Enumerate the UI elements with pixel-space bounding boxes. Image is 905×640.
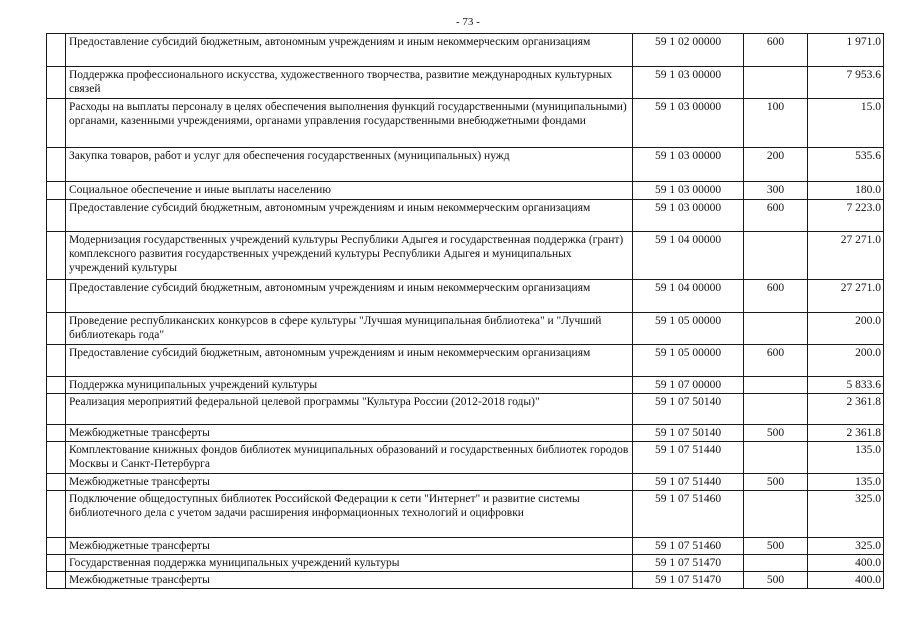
expense-name-cell: Закупка товаров, работ и услуг для обеспечения государственных (муниципальных) нужд bbox=[66, 148, 633, 182]
expense-name-cell: Предоставление субсидий бюджетным, автономным учреждениям и иным некоммерческим организациям bbox=[66, 200, 633, 232]
table-row bbox=[47, 280, 884, 313]
amount-cell: 535.6 bbox=[808, 148, 884, 182]
target-article-code-cell: 59 1 07 00000 bbox=[633, 377, 744, 394]
expense-name-cell: Государственная поддержка муниципальных учреждений культуры bbox=[66, 555, 633, 572]
amount-cell: 400.0 bbox=[808, 572, 884, 589]
expense-name-cell: Расходы на выплаты персоналу в целях обеспечения выполнения функций государственными (муниципальными) органами, казенными учреждениями, органами управления государственными внебюджетными фондами bbox=[66, 99, 633, 148]
table-row bbox=[47, 538, 884, 555]
row-margin-cell bbox=[47, 474, 66, 491]
expense-name-cell: Межбюджетные трансферты bbox=[66, 538, 633, 555]
expense-name-cell: Социальное обеспечение и иные выплаты населению bbox=[66, 182, 633, 200]
table-row bbox=[47, 345, 884, 377]
row-margin-cell bbox=[47, 99, 66, 148]
table-row bbox=[47, 200, 884, 232]
target-article-code-cell: 59 1 07 51470 bbox=[633, 555, 744, 572]
table-row bbox=[47, 99, 884, 148]
amount-cell: 325.0 bbox=[808, 538, 884, 555]
row-margin-cell bbox=[47, 148, 66, 182]
table-row bbox=[47, 67, 884, 99]
table-row bbox=[47, 474, 884, 491]
expense-type-code-cell bbox=[744, 313, 808, 345]
expense-type-code-cell: 500 bbox=[744, 538, 808, 555]
row-margin-cell bbox=[47, 538, 66, 555]
expense-type-code-cell bbox=[744, 377, 808, 394]
expense-type-code-cell: 600 bbox=[744, 345, 808, 377]
expense-name-cell: Поддержка профессионального искусства, художественного творчества, развитие международных культурных связей bbox=[66, 67, 633, 99]
row-margin-cell bbox=[47, 280, 66, 313]
expense-name-cell: Межбюджетные трансферты bbox=[66, 474, 633, 491]
amount-cell: 325.0 bbox=[808, 491, 884, 538]
page-number: - 73 - bbox=[456, 16, 480, 28]
amount-cell: 2 361.8 bbox=[808, 394, 884, 425]
expense-type-code-cell bbox=[744, 232, 808, 280]
table-row bbox=[47, 182, 884, 200]
amount-cell: 27 271.0 bbox=[808, 232, 884, 280]
table-row bbox=[47, 377, 884, 394]
amount-cell: 180.0 bbox=[808, 182, 884, 200]
target-article-code-cell: 59 1 07 51440 bbox=[633, 474, 744, 491]
expense-type-code-cell: 500 bbox=[744, 425, 808, 442]
table-row bbox=[47, 148, 884, 182]
row-margin-cell bbox=[47, 555, 66, 572]
target-article-code-cell: 59 1 07 50140 bbox=[633, 425, 744, 442]
target-article-code-cell: 59 1 07 51460 bbox=[633, 491, 744, 538]
row-margin-cell bbox=[47, 442, 66, 474]
row-margin-cell bbox=[47, 377, 66, 394]
expense-name-cell: Поддержка муниципальных учреждений культуры bbox=[66, 377, 633, 394]
table-row bbox=[47, 491, 884, 538]
target-article-code-cell: 59 1 05 00000 bbox=[633, 345, 744, 377]
target-article-code-cell: 59 1 07 51440 bbox=[633, 442, 744, 474]
amount-cell: 200.0 bbox=[808, 345, 884, 377]
expense-name-cell: Предоставление субсидий бюджетным, автономным учреждениям и иным некоммерческим организациям bbox=[66, 34, 633, 67]
row-margin-cell bbox=[47, 572, 66, 589]
expense-name-cell: Предоставление субсидий бюджетным, автономным учреждениям и иным некоммерческим организациям bbox=[66, 345, 633, 377]
target-article-code-cell: 59 1 07 51470 bbox=[633, 572, 744, 589]
budget-table bbox=[46, 33, 884, 589]
expense-type-code-cell bbox=[744, 442, 808, 474]
expense-type-code-cell: 500 bbox=[744, 474, 808, 491]
expense-name-cell: Предоставление субсидий бюджетным, автономным учреждениям и иным некоммерческим организациям bbox=[66, 280, 633, 313]
target-article-code-cell: 59 1 03 00000 bbox=[633, 67, 744, 99]
expense-type-code-cell: 600 bbox=[744, 280, 808, 313]
expense-name-cell: Подключение общедоступных библиотек Российской Федерации к сети "Интернет" и развитие системы библиотечного дела с учетом задачи расширения информационных технологий и оцифровки bbox=[66, 491, 633, 538]
table-row bbox=[47, 34, 884, 67]
expense-type-code-cell: 200 bbox=[744, 148, 808, 182]
target-article-code-cell: 59 1 03 00000 bbox=[633, 99, 744, 148]
expense-type-code-cell bbox=[744, 67, 808, 99]
target-article-code-cell: 59 1 05 00000 bbox=[633, 313, 744, 345]
row-margin-cell bbox=[47, 34, 66, 67]
row-margin-cell bbox=[47, 182, 66, 200]
amount-cell: 135.0 bbox=[808, 442, 884, 474]
amount-cell: 27 271.0 bbox=[808, 280, 884, 313]
row-margin-cell bbox=[47, 394, 66, 425]
table-row bbox=[47, 442, 884, 474]
expense-type-code-cell: 300 bbox=[744, 182, 808, 200]
amount-cell: 15.0 bbox=[808, 99, 884, 148]
expense-name-cell: Модернизация государственных учреждений культуры Республики Адыгея и государственная поддержка (грант) комплексного развития государственных учреждений культуры Республики Адыгея и муниципальных учреждений культуры bbox=[66, 232, 633, 280]
expense-name-cell: Межбюджетные трансферты bbox=[66, 425, 633, 442]
expense-type-code-cell: 100 bbox=[744, 99, 808, 148]
row-margin-cell bbox=[47, 232, 66, 280]
row-margin-cell bbox=[47, 200, 66, 232]
table-row bbox=[47, 313, 884, 345]
target-article-code-cell: 59 1 03 00000 bbox=[633, 182, 744, 200]
target-article-code-cell: 59 1 02 00000 bbox=[633, 34, 744, 67]
table-row bbox=[47, 232, 884, 280]
target-article-code-cell: 59 1 07 50140 bbox=[633, 394, 744, 425]
expense-type-code-cell: 600 bbox=[744, 34, 808, 67]
expense-type-code-cell bbox=[744, 394, 808, 425]
target-article-code-cell: 59 1 03 00000 bbox=[633, 200, 744, 232]
expense-type-code-cell: 600 bbox=[744, 200, 808, 232]
row-margin-cell bbox=[47, 345, 66, 377]
expense-type-code-cell bbox=[744, 491, 808, 538]
table-row bbox=[47, 394, 884, 425]
target-article-code-cell: 59 1 04 00000 bbox=[633, 232, 744, 280]
amount-cell: 7 953.6 bbox=[808, 67, 884, 99]
amount-cell: 135.0 bbox=[808, 474, 884, 491]
table-row bbox=[47, 425, 884, 442]
table-row bbox=[47, 572, 884, 589]
expense-type-code-cell: 500 bbox=[744, 572, 808, 589]
expense-name-cell: Проведение республиканских конкурсов в сфере культуры "Лучшая муниципальная библиотека" и "Лучший библиотекарь года" bbox=[66, 313, 633, 345]
expense-name-cell: Комплектование книжных фондов библиотек муниципальных образований и государственных библиотек городов Москвы и Санкт-Петербурга bbox=[66, 442, 633, 474]
target-article-code-cell: 59 1 07 51460 bbox=[633, 538, 744, 555]
expense-name-cell: Межбюджетные трансферты bbox=[66, 572, 633, 589]
amount-cell: 2 361.8 bbox=[808, 425, 884, 442]
amount-cell: 200.0 bbox=[808, 313, 884, 345]
expense-name-cell: Реализация мероприятий федеральной целевой программы "Культура России (2012-2018 годы)" bbox=[66, 394, 633, 425]
row-margin-cell bbox=[47, 67, 66, 99]
budget-table-body bbox=[47, 34, 884, 589]
amount-cell: 7 223.0 bbox=[808, 200, 884, 232]
table-row bbox=[47, 555, 884, 572]
amount-cell: 1 971.0 bbox=[808, 34, 884, 67]
amount-cell: 5 833.6 bbox=[808, 377, 884, 394]
row-margin-cell bbox=[47, 491, 66, 538]
amount-cell: 400.0 bbox=[808, 555, 884, 572]
row-margin-cell bbox=[47, 425, 66, 442]
target-article-code-cell: 59 1 04 00000 bbox=[633, 280, 744, 313]
expense-type-code-cell bbox=[744, 555, 808, 572]
row-margin-cell bbox=[47, 313, 66, 345]
target-article-code-cell: 59 1 03 00000 bbox=[633, 148, 744, 182]
